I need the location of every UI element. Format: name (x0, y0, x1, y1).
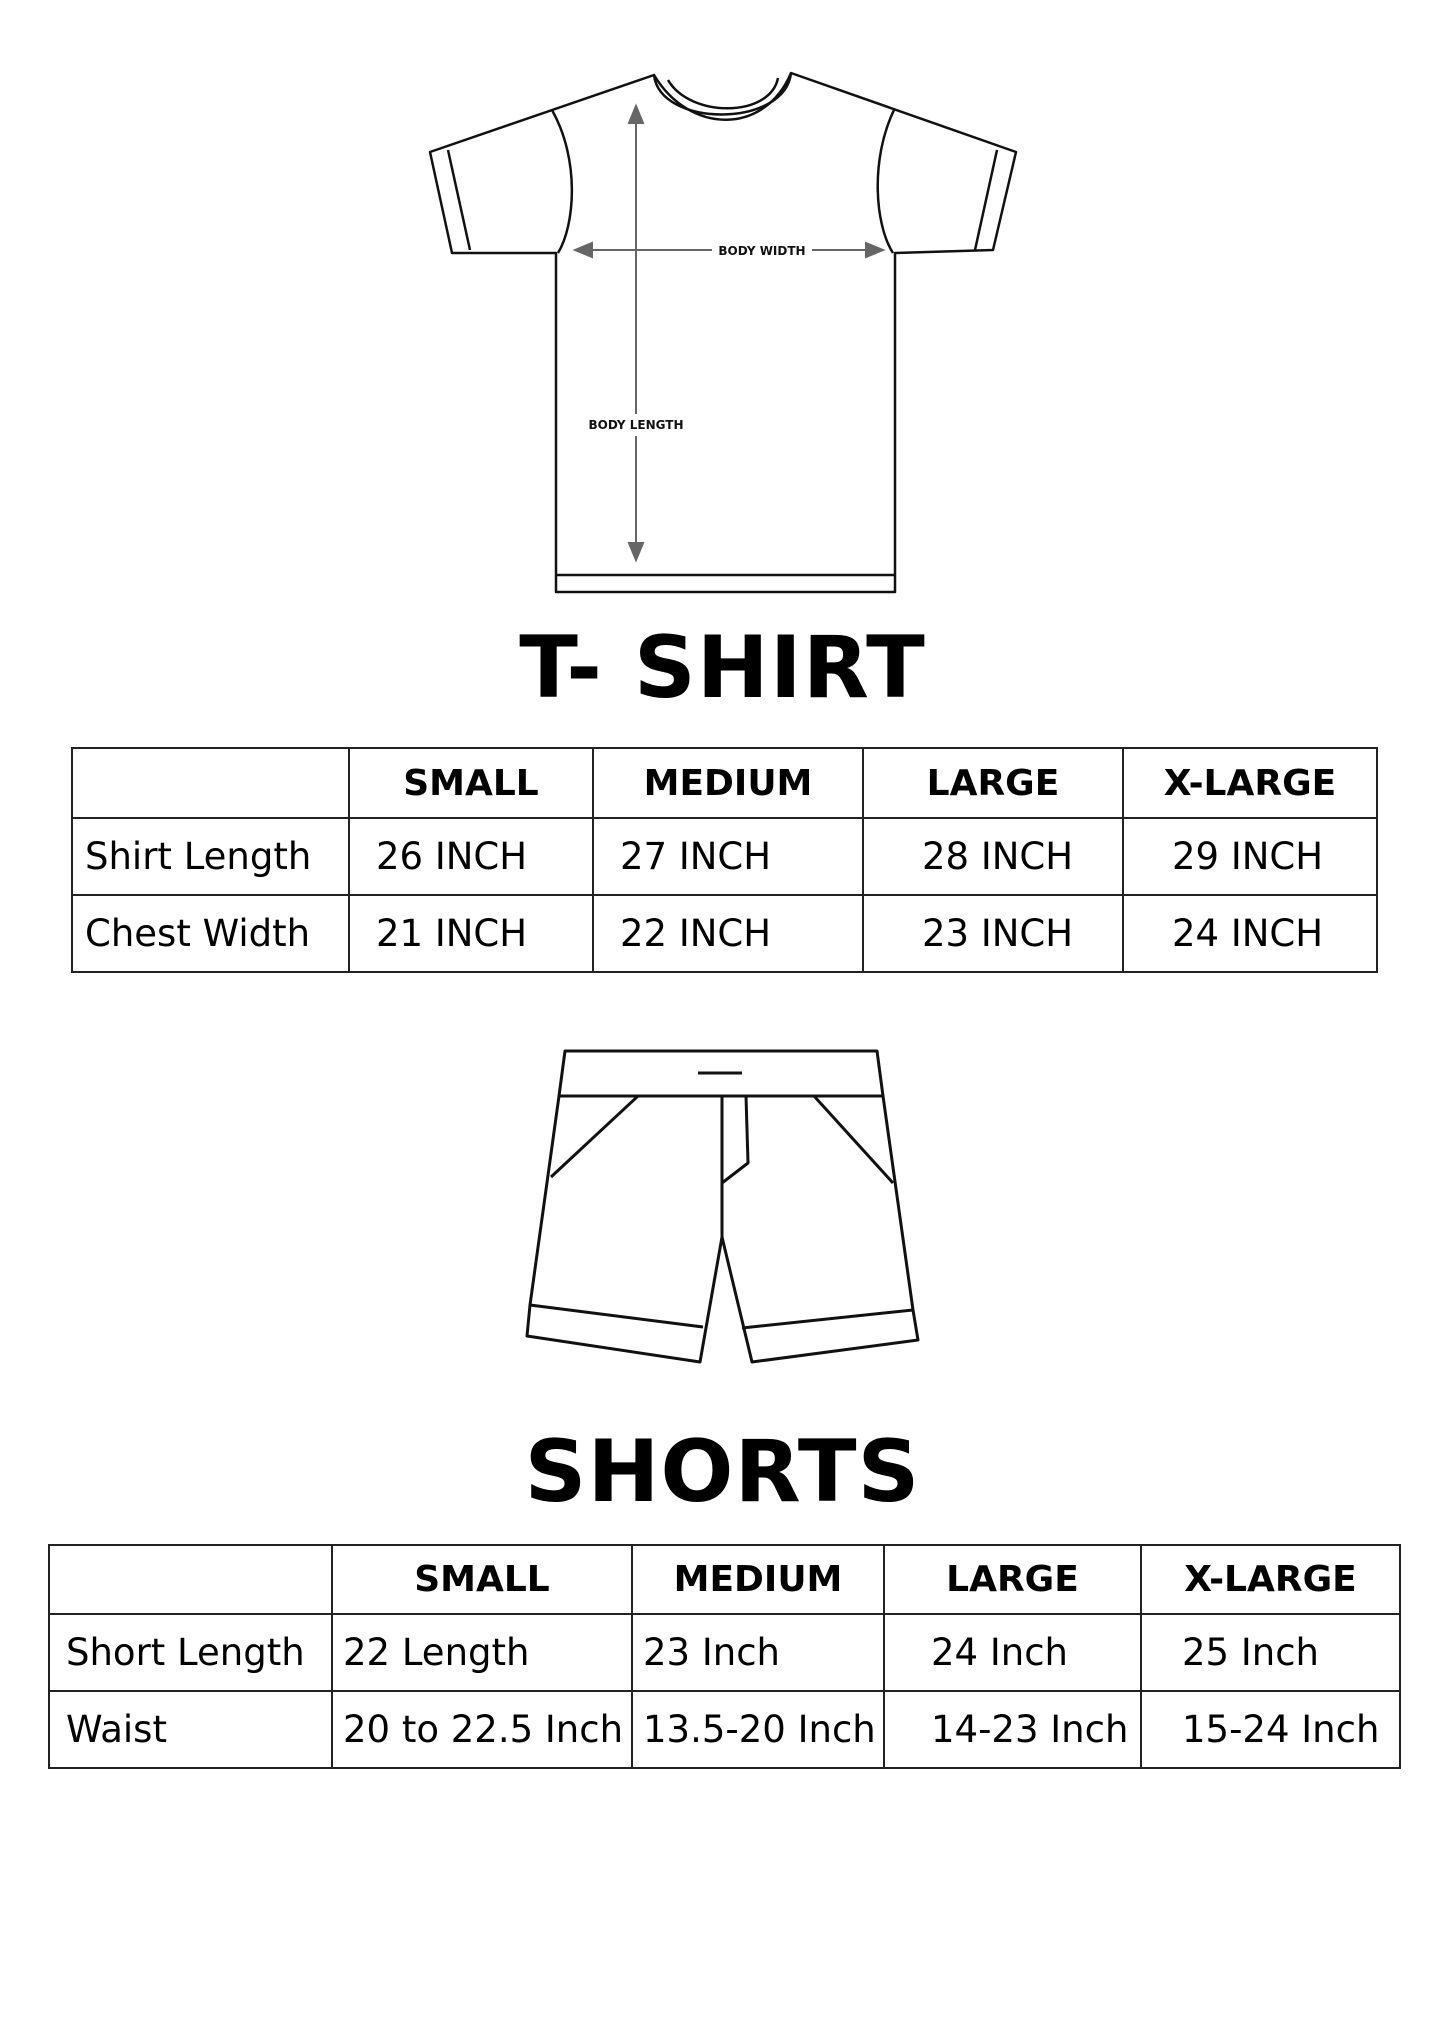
column-header-medium: MEDIUM (632, 1545, 884, 1614)
tshirt-title: T- SHIRT (519, 618, 926, 718)
column-header-large: LARGE (884, 1545, 1141, 1614)
table-cell: 21 INCH (349, 895, 593, 972)
body-length-label: BODY LENGTH (588, 418, 684, 432)
table-cell: 25 Inch (1141, 1614, 1400, 1691)
table-cell: 15-24 Inch (1141, 1691, 1400, 1768)
table-cell: 22 INCH (593, 895, 863, 972)
table-cell: 24 INCH (1123, 895, 1377, 972)
table-cell: 14-23 Inch (884, 1691, 1141, 1768)
table-cell: 23 INCH (863, 895, 1123, 972)
column-header-large: LARGE (863, 748, 1123, 818)
column-header-x-large: X-LARGE (1141, 1545, 1400, 1614)
table-cell: 26 INCH (349, 818, 593, 895)
table-cell: 23 Inch (632, 1614, 884, 1691)
table-cell: 29 INCH (1123, 818, 1377, 895)
table-cell: 20 to 22.5 Inch (332, 1691, 632, 1768)
table-row (49, 1614, 1400, 1691)
row-label: Short Length (49, 1614, 332, 1691)
column-header (49, 1545, 332, 1614)
table-cell: 28 INCH (863, 818, 1123, 895)
table-cell: 13.5-20 Inch (632, 1691, 884, 1768)
shorts-title: SHORTS (524, 1422, 921, 1522)
table-row (49, 1691, 1400, 1768)
column-header-medium: MEDIUM (593, 748, 863, 818)
table-cell: 27 INCH (593, 818, 863, 895)
row-label: Chest Width (72, 895, 349, 972)
column-header-x-large: X-LARGE (1123, 748, 1377, 818)
shorts-size-table (48, 1544, 1401, 1769)
body-width-label: BODY WIDTH (718, 244, 806, 258)
column-header-small: SMALL (349, 748, 593, 818)
row-label: Shirt Length (72, 818, 349, 895)
table-cell: 22 Length (332, 1614, 632, 1691)
row-label: Waist (49, 1691, 332, 1768)
column-header-small: SMALL (332, 1545, 632, 1614)
table-header-row (49, 1545, 1400, 1614)
table-cell: 24 Inch (884, 1614, 1141, 1691)
